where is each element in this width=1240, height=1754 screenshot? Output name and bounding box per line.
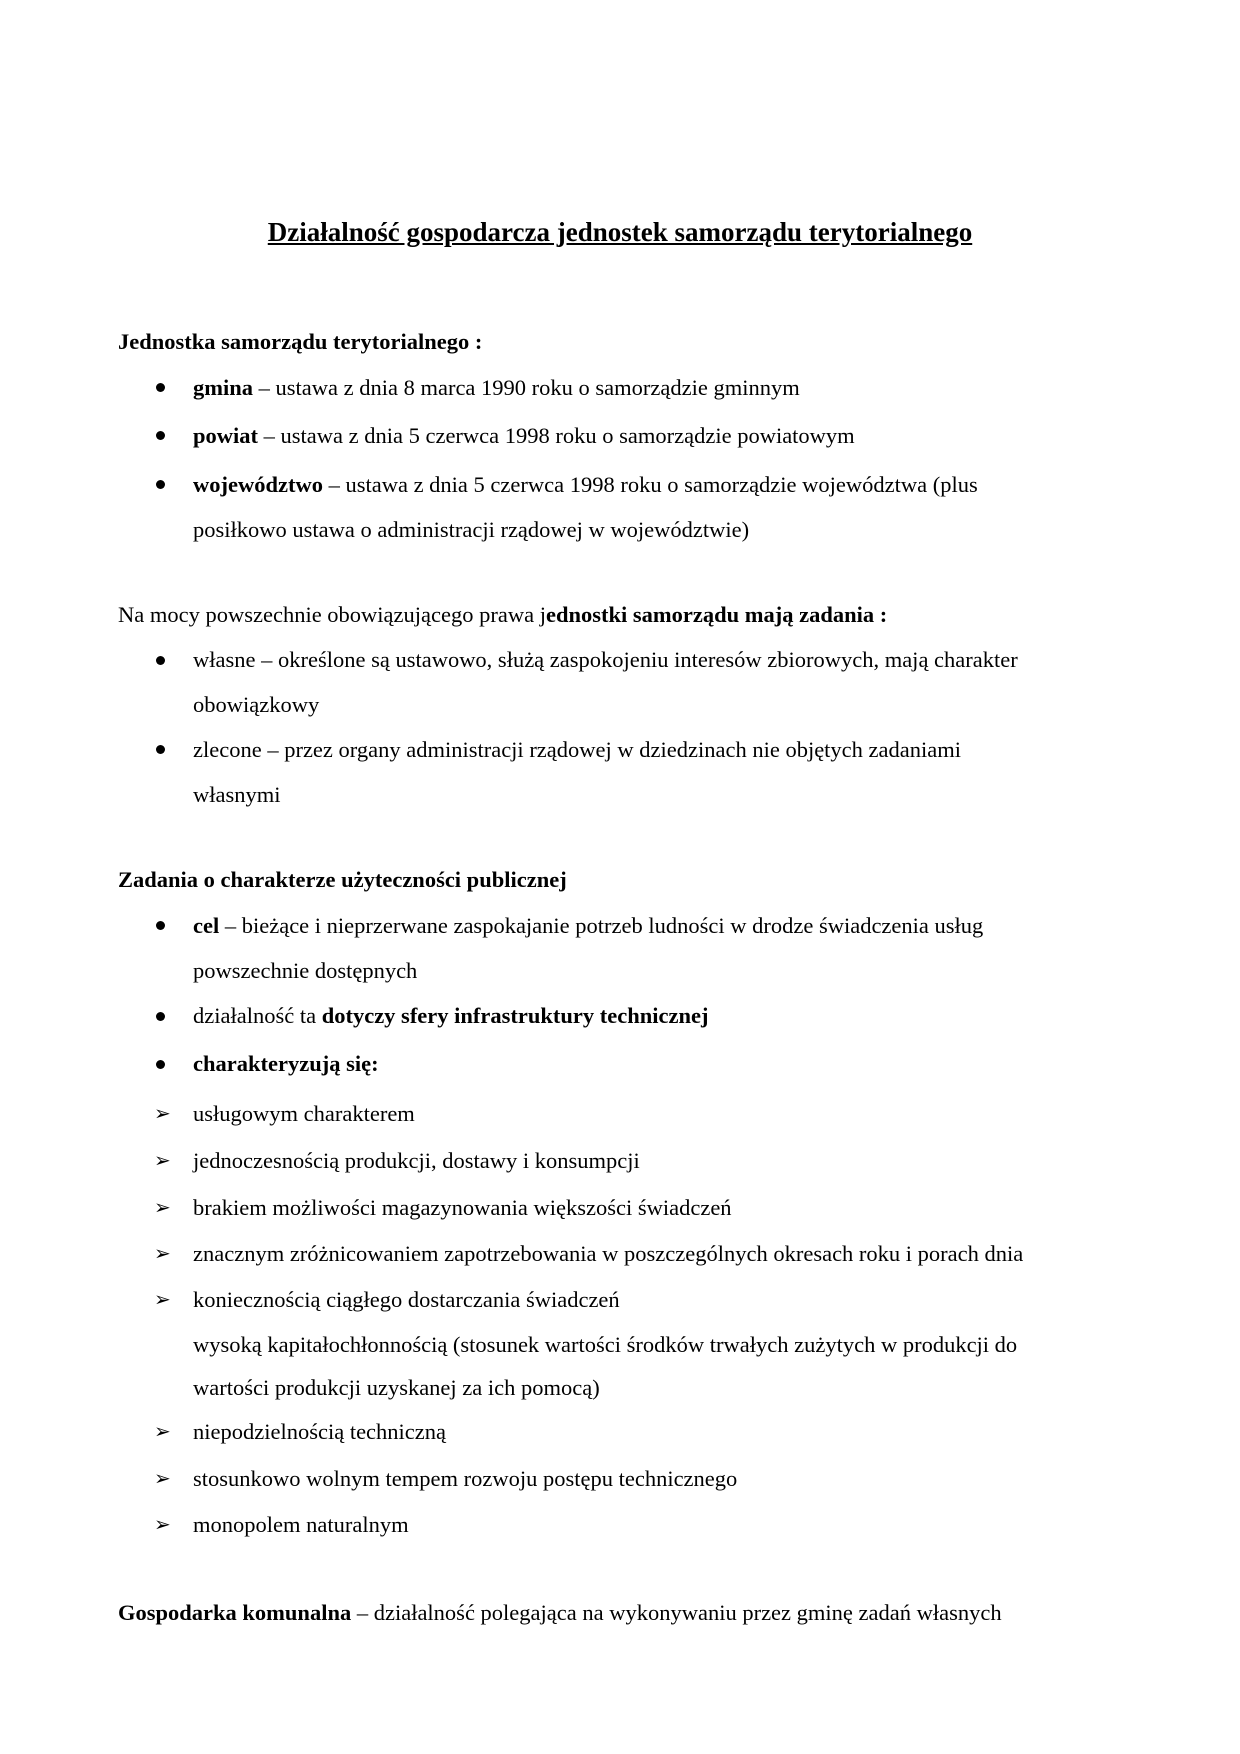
paragraph: Na mocy powszechnie obowiązującego prawa jednostki samorządu mają zadania : [118, 602, 888, 627]
list-item-continuation: obowiązkowy [193, 692, 320, 717]
arrow-list-item: monopolem naturalnym [193, 1512, 409, 1537]
list-item-continuation: powszechnie dostępnych [193, 958, 418, 983]
bullet-icon [156, 431, 165, 440]
arrow-bullet-icon: ➢ [154, 1197, 171, 1219]
list-item: własne – określone są ustawowo, służą zaspokojeniu interesów zbiorowych, mają charakter [193, 647, 1018, 672]
arrow-bullet-icon: ➢ [154, 1150, 171, 1172]
list-item-continuation: posiłkowo ustawa o administracji rządowej w województwie) [193, 517, 750, 542]
list-item: powiat – ustawa z dnia 5 czerwca 1998 roku o samorządzie powiatowym [193, 423, 855, 448]
document-title: Działalność gospodarcza jednostek samorządu terytorialnego [267, 217, 973, 247]
arrow-list-item: jednoczesnością produkcji, dostawy i konsumpcji [193, 1148, 640, 1173]
arrow-bullet-icon: ➢ [154, 1243, 171, 1265]
bullet-icon [156, 921, 165, 930]
arrow-bullet-icon: ➢ [154, 1421, 171, 1443]
arrow-list-item: brakiem możliwości magazynowania większości świadczeń [193, 1195, 732, 1220]
arrow-bullet-icon: ➢ [154, 1468, 171, 1490]
arrow-list-item: koniecznością ciągłego dostarczania świadczeń [193, 1287, 620, 1312]
arrow-list-text: wysoką kapitałochłonnością (stosunek wartości środków trwałych zużytych w produkcji do [193, 1332, 1018, 1357]
arrow-bullet-icon: ➢ [154, 1514, 171, 1536]
list-item: cel – bieżące i nieprzerwane zaspokajanie potrzeb ludności w drodze świadczenia usług [193, 913, 984, 938]
arrow-list-item: znacznym zróżnicowaniem zapotrzebowania w poszczególnych okresach roku i porach dnia [193, 1241, 1024, 1266]
bullet-icon [156, 383, 165, 392]
arrow-bullet-icon: ➢ [154, 1103, 171, 1125]
section-heading: Zadania o charakterze użyteczności publicznej [118, 867, 567, 892]
arrow-bullet-icon: ➢ [154, 1289, 171, 1311]
arrow-list-text: wartości produkcji uzyskanej za ich pomocą) [193, 1375, 600, 1400]
bullet-icon [156, 1060, 165, 1069]
list-item: gmina – ustawa z dnia 8 marca 1990 roku o samorządzie gminnym [193, 375, 800, 400]
arrow-list-item: usługowym charakterem [193, 1101, 415, 1126]
list-item: województwo – ustawa z dnia 5 czerwca 1998 roku o samorządzie województwa (plus [193, 472, 978, 497]
list-item: charakteryzują się: [193, 1051, 379, 1076]
list-item: działalność ta dotyczy sfery infrastruktury technicznej [193, 1003, 709, 1028]
definition-paragraph: Gospodarka komunalna – działalność polegająca na wykonywaniu przez gminę zadań własnych [118, 1600, 1002, 1625]
bullet-icon [156, 745, 165, 754]
arrow-list-item: niepodzielnością techniczną [193, 1419, 447, 1444]
list-item: zlecone – przez organy administracji rządowej w dziedzinach nie objętych zadaniami [193, 737, 961, 762]
list-item-continuation: własnymi [193, 782, 281, 807]
bullet-icon [156, 656, 165, 665]
arrow-list-item: stosunkowo wolnym tempem rozwoju postępu technicznego [193, 1466, 738, 1491]
bullet-icon [156, 480, 165, 489]
section-heading: Jednostka samorządu terytorialnego : [118, 329, 483, 354]
bullet-icon [156, 1012, 165, 1021]
